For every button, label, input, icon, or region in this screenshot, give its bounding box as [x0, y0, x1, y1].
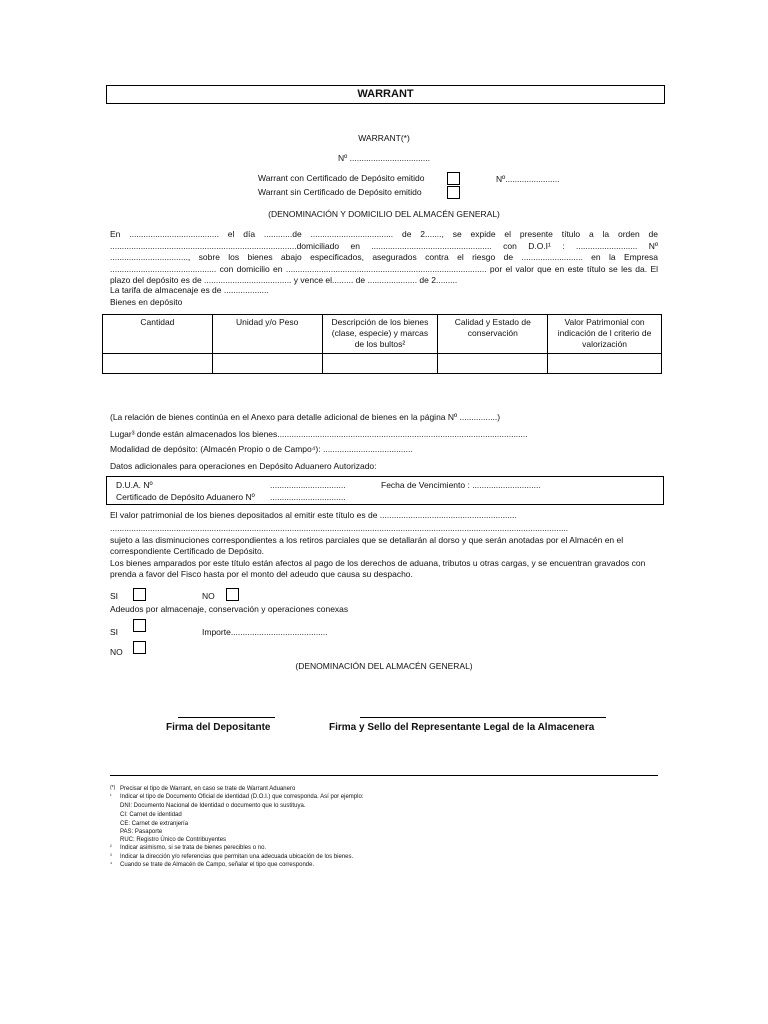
certificado-label: Certificado de Depósito Aduanero Nº: [116, 492, 255, 502]
firma-representante-label: Firma y Sello del Representante Legal de la Almacenera: [329, 722, 595, 733]
option-with-certificate-checkbox[interactable]: [447, 172, 460, 185]
depositante-signature-line: [178, 717, 275, 718]
prenda-no-checkbox[interactable]: [226, 588, 239, 601]
footnote-mark: ²: [110, 844, 112, 850]
warrant-subtitle: WARRANT(*): [358, 133, 410, 143]
footnote-line: CE: Carnet de extranjería: [120, 821, 189, 827]
table-cell[interactable]: [548, 354, 662, 374]
option-without-certificate-label: Warrant sin Certificado de Depósito emitido: [258, 187, 422, 197]
footnote-line: Indicar asimismo, si se trata de bienes perecibles o no.: [120, 845, 267, 851]
option-without-certificate-checkbox[interactable]: [447, 186, 460, 199]
col-cantidad: Cantidad: [103, 315, 213, 354]
valor-dots-line: ..................................................................................................................................................................................................: [110, 523, 569, 533]
footnote-line: Indicar la dirección y/o referencias que permitan una adecuada ubicación de los bienes.: [120, 854, 354, 860]
col-descripcion: Descripción de los bienes (clase, especie) y marcas de los bultos²: [322, 315, 438, 354]
sujeto-paragraph: sujeto a las disminuciones correspondientes a los retiros parciales que se detallarán al dorso y que serán anotadas por el Almacén en el correspondiente Certificado de Depósito.: [110, 535, 624, 556]
main-paragraph: En ...................................... el día ............de ................................... de 2......., se expide el presente título a la orden de ...............................................................................domiciliado en ................................................... con D.O.I¹ : .......................... Nº ................................., sobre los bienes abajo especificados, asegurados contra el riesgo de .......................... en la Empresa ............................................. con domicilio en ..................................................................................... por el valor que en este título se les da. El plazo del depósito es de ..................................... y vence el......... de ..................... de 2.........: [110, 229, 658, 285]
goods-table: [102, 314, 662, 374]
footnote-line: Precisar el tipo de Warrant, en caso se trate de Warrant Aduanero: [120, 786, 296, 792]
lugar-line: Lugar³ donde están almacenados los bienes..........................................................................................................: [110, 429, 528, 439]
table-cell[interactable]: [212, 354, 322, 374]
option-number: Nº.......................: [496, 174, 560, 184]
footnote-line: CI: Carnet de identidad: [120, 812, 182, 818]
modalidad-line: Modalidad de depósito: (Almacén Propio o de Campo⁴): ......................................: [110, 444, 413, 454]
certificado-value: ................................: [270, 492, 346, 502]
anexo-line: (La relación de bienes continúa en el Anexo para detalle adicional de bienes en la página Nº ................): [110, 412, 501, 422]
table-cell[interactable]: [322, 354, 438, 374]
col-valor: Valor Patrimonial con indicación de l criterio de valorización: [548, 315, 662, 354]
footnote-line: Indicar el tipo de Documento Oficial de identidad (D.O.I.) que corresponda. Así por ejemplo:: [120, 794, 364, 800]
footnote-line: RUC: Registro Único de Contribuyentes: [120, 837, 227, 843]
footnote-mark: (*): [110, 785, 116, 791]
footnote-line: Cuando se trate de Almacén de Campo, señalar el tipo que corresponde.: [120, 862, 315, 868]
col-calidad: Calidad y Estado de conservación: [438, 315, 548, 354]
importe-line: Importe.........................................: [202, 627, 328, 637]
adeudos-si-label: SI: [110, 627, 119, 637]
dua-value: ................................: [270, 480, 346, 490]
option-with-certificate-label: Warrant con Certificado de Depósito emitido: [258, 173, 425, 183]
representante-signature-line: [360, 717, 606, 718]
adeudos-label: Adeudos por almacenaje, conservación y operaciones conexas: [110, 604, 349, 614]
bienes-label: Bienes en depósito: [110, 297, 183, 307]
prenda-si-checkbox[interactable]: [133, 588, 146, 601]
prenda-no-label: NO: [202, 591, 215, 601]
footnote-mark: ⁴: [110, 861, 113, 867]
document-title: WARRANT: [106, 85, 665, 104]
prenda-si-label: SI: [110, 591, 119, 601]
table-cell[interactable]: [438, 354, 548, 374]
firma-depositante-label: Firma del Depositante: [166, 722, 271, 733]
fecha-vencimiento: Fecha de Vencimiento : .............................: [381, 480, 541, 490]
tarifa-line: La tarifa de almacenaje es de ...................: [110, 285, 269, 295]
valor-patrimonial-line: El valor patrimonial de los bienes depositados al emitir este título es de ..........................................................: [110, 510, 517, 520]
footnote-mark: ³: [110, 853, 112, 859]
bienes-amparados-paragraph: Los bienes amparados por este título están afectos al pago de los derechos de aduana, tributos u otras cargas, y se encuentran gravados con prenda a favor del Fisco hasta por el monto del adeudo que causa su despacho.: [110, 558, 646, 579]
adeudos-no-label: NO: [110, 647, 123, 657]
almacen-heading: (DENOMINACIÓN Y DOMICILIO DEL ALMACÉN GENERAL): [268, 209, 500, 219]
adeudos-si-checkbox[interactable]: [133, 619, 146, 632]
adeudos-no-checkbox[interactable]: [133, 641, 146, 654]
footnote-line: DNI: Documento Nacional de Identidad o documento que lo sustituya.: [120, 803, 306, 809]
datos-adicionales-label: Datos adicionales para operaciones en Depósito Aduanero Autorizado:: [110, 461, 377, 471]
table-row: [103, 354, 662, 374]
almacen-footer: (DENOMINACIÓN DEL ALMACÉN GENERAL): [295, 661, 473, 671]
dua-label: D.U.A. Nº: [116, 480, 153, 490]
table-cell[interactable]: [103, 354, 213, 374]
warrant-number: Nº ..................................: [338, 153, 430, 163]
footnote-mark: ¹: [110, 793, 112, 799]
col-unidad: Unidad y/o Peso: [212, 315, 322, 354]
footnote-line: PAS: Pasaporte: [120, 829, 163, 835]
footnote-separator: [110, 775, 658, 776]
